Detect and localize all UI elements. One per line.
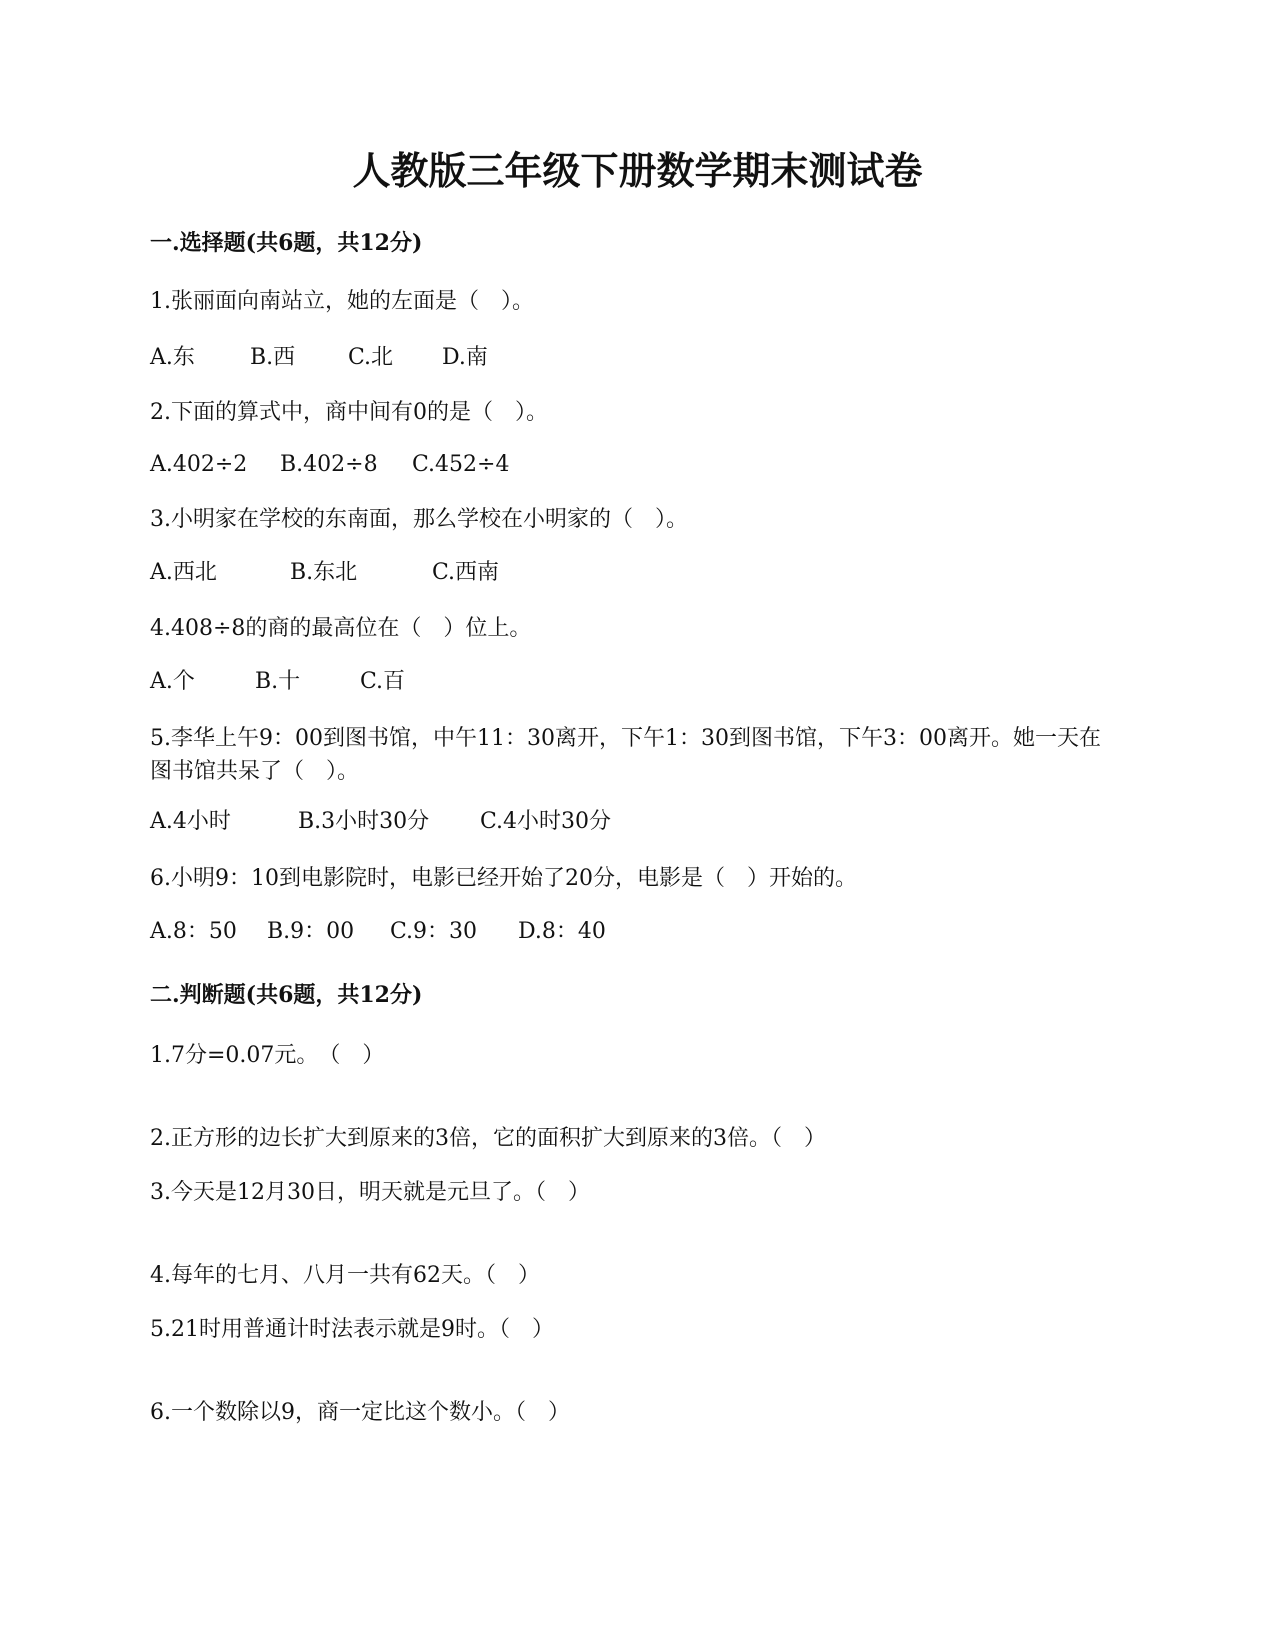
page-title: 人教版三年级下册数学期末测试卷 <box>352 148 923 193</box>
option: C.北 <box>348 345 394 370</box>
option: B.东北 <box>290 560 358 585</box>
question-text: 2.正方形的边长扩大到原来的3倍，它的面积扩大到原来的3倍。（ ） <box>150 1126 826 1151</box>
option: A.个 <box>150 669 195 694</box>
option: B.西 <box>250 345 296 370</box>
section-heading-choice: 一.选择题(共6题，共12分) <box>150 230 423 256</box>
option: C.452÷4 <box>412 452 510 477</box>
option: B.402÷8 <box>280 452 378 477</box>
option: D.南 <box>442 345 488 370</box>
option: C.西南 <box>432 560 500 585</box>
option: B.3小时30分 <box>298 809 430 834</box>
option: C.4小时30分 <box>480 809 612 834</box>
question-text: 2.下面的算式中，商中间有0的是（ ）。 <box>150 400 548 425</box>
option: A.西北 <box>150 560 217 585</box>
option: A.8：50 <box>150 919 237 944</box>
option: A.4小时 <box>150 809 231 834</box>
option: A.东 <box>150 345 195 370</box>
question-text: 1.张丽面向南站立，她的左面是（ ）。 <box>150 289 534 314</box>
question-text: 6.小明9：10到电影院时，电影已经开始了20分，电影是（ ）开始的。 <box>150 866 857 891</box>
question-text: 4.每年的七月、八月一共有62天。（ ） <box>150 1263 540 1288</box>
question-text: 6.一个数除以9，商一定比这个数小。（ ） <box>150 1400 570 1425</box>
option: B.9：00 <box>267 919 355 944</box>
option: C.百 <box>360 669 406 694</box>
section-heading-judgement: 二.判断题(共6题，共12分) <box>150 982 423 1008</box>
option: A.402÷2 <box>150 452 248 477</box>
option: D.8：40 <box>518 919 606 944</box>
question-text: 5.21时用普通计时法表示就是9时。（ ） <box>150 1317 554 1342</box>
question-text: 3.今天是12月30日，明天就是元旦了。（ ） <box>150 1180 590 1205</box>
question-text: 1.7分=0.07元。 （ ） <box>150 1043 385 1068</box>
question-text: 4.408÷8的商的最高位在（ ）位上。 <box>150 616 532 641</box>
option: B.十 <box>255 669 301 694</box>
question-text: 3.小明家在学校的东南面，那么学校在小明家的（ ）。 <box>150 507 688 532</box>
option: C.9：30 <box>390 919 478 944</box>
question-text: 5.李华上午9：00到图书馆，中午11：30离开，下午1：30到图书馆，下午3：00离开。她一天在图书馆共呆了（ ）。 <box>150 726 1101 784</box>
